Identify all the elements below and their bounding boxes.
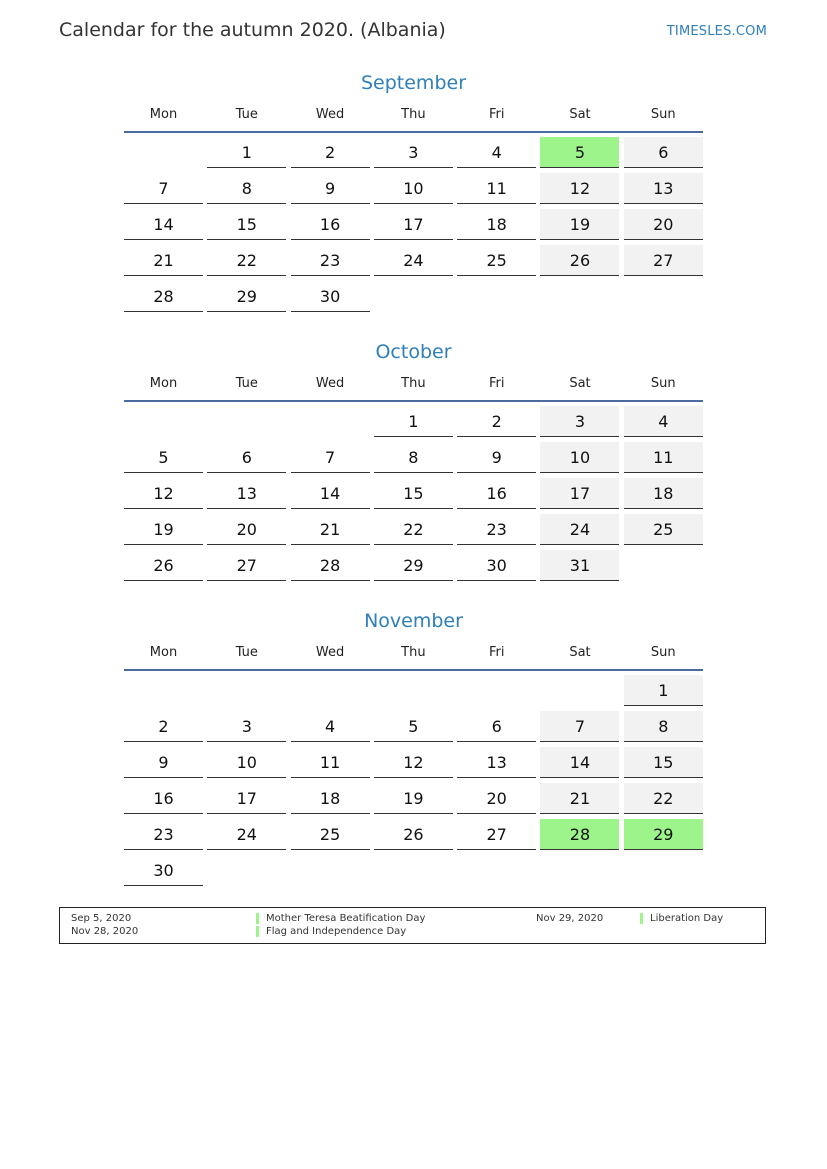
empty-cell [540, 675, 619, 706]
legend-holiday-name: Liberation Day [640, 913, 723, 924]
day-cell: 3 [374, 137, 453, 168]
weekday-label: Fri [488, 375, 505, 391]
day-cell: 29 [374, 550, 453, 581]
day-cell: 18 [624, 478, 703, 509]
day-cell: 19 [374, 783, 453, 814]
holiday-day-cell: 29 [624, 819, 703, 850]
day-cell: 19 [124, 514, 203, 545]
holiday-day-cell: 28 [540, 819, 619, 850]
weekday-label: Wed [315, 106, 345, 122]
day-cell: 9 [124, 747, 203, 778]
day-cell: 17 [207, 783, 286, 814]
header-rule [124, 400, 703, 402]
legend-date: Nov 29, 2020 [536, 913, 604, 924]
weekday-label: Sun [650, 375, 676, 391]
empty-cell [624, 855, 703, 886]
weekday-label: Wed [315, 375, 345, 391]
site-link[interactable]: TIMESLES.COM [666, 24, 767, 39]
day-cell: 22 [374, 514, 453, 545]
header-rule [124, 669, 703, 671]
day-cell: 2 [291, 137, 370, 168]
day-cell: 17 [374, 209, 453, 240]
empty-cell [457, 281, 536, 312]
day-cell: 12 [540, 173, 619, 204]
day-cell: 27 [457, 819, 536, 850]
day-cell: 15 [624, 747, 703, 778]
empty-cell [540, 855, 619, 886]
day-cell: 21 [540, 783, 619, 814]
weekday-header [124, 635, 703, 669]
day-cell: 22 [624, 783, 703, 814]
day-cell: 21 [291, 514, 370, 545]
day-cell: 25 [291, 819, 370, 850]
day-cell: 3 [540, 406, 619, 437]
holiday-legend [59, 907, 766, 944]
day-cell: 13 [457, 747, 536, 778]
month-title: November [364, 610, 463, 632]
day-cell: 24 [374, 245, 453, 276]
day-cell: 2 [124, 711, 203, 742]
day-cell: 4 [457, 137, 536, 168]
month-title: September [360, 72, 467, 94]
day-cell: 10 [207, 747, 286, 778]
day-cell: 27 [207, 550, 286, 581]
day-cell: 9 [457, 442, 536, 473]
day-cell: 14 [291, 478, 370, 509]
day-cell: 7 [540, 711, 619, 742]
empty-cell [124, 675, 203, 706]
day-cell: 26 [374, 819, 453, 850]
day-cell: 3 [207, 711, 286, 742]
day-cell: 20 [207, 514, 286, 545]
day-cell: 8 [374, 442, 453, 473]
day-cell: 30 [291, 281, 370, 312]
day-cell: 1 [624, 675, 703, 706]
day-grid [124, 137, 703, 312]
weekday-label: Fri [488, 644, 505, 660]
day-cell: 8 [207, 173, 286, 204]
day-cell: 8 [624, 711, 703, 742]
weekday-label: Tue [235, 106, 258, 122]
month-title: October [375, 341, 452, 363]
empty-cell [124, 137, 203, 168]
day-cell: 15 [374, 478, 453, 509]
day-cell: 5 [124, 442, 203, 473]
day-cell: 11 [624, 442, 703, 473]
day-cell: 23 [291, 245, 370, 276]
day-cell: 21 [124, 245, 203, 276]
empty-cell [540, 281, 619, 312]
day-cell: 20 [624, 209, 703, 240]
month-november [124, 607, 703, 886]
day-cell: 6 [457, 711, 536, 742]
weekday-label: Wed [315, 644, 345, 660]
weekday-label: Tue [235, 644, 258, 660]
day-cell: 9 [291, 173, 370, 204]
empty-cell [457, 675, 536, 706]
day-cell: 13 [624, 173, 703, 204]
weekday-label: Sun [650, 106, 676, 122]
empty-cell [207, 855, 286, 886]
day-grid [124, 675, 703, 886]
holiday-day-cell: 5 [540, 137, 619, 168]
day-cell: 31 [540, 550, 619, 581]
day-cell: 30 [457, 550, 536, 581]
day-cell: 16 [124, 783, 203, 814]
day-cell: 23 [124, 819, 203, 850]
weekday-label: Sun [650, 644, 676, 660]
empty-cell [374, 855, 453, 886]
empty-cell [374, 281, 453, 312]
day-cell: 24 [207, 819, 286, 850]
day-cell: 10 [374, 173, 453, 204]
day-cell: 19 [540, 209, 619, 240]
month-october [124, 338, 703, 581]
day-cell: 28 [291, 550, 370, 581]
day-cell: 22 [207, 245, 286, 276]
legend-date: Nov 28, 2020 [71, 926, 139, 937]
day-cell: 17 [540, 478, 619, 509]
day-cell: 28 [124, 281, 203, 312]
day-cell: 11 [291, 747, 370, 778]
weekday-label: Fri [488, 106, 505, 122]
day-cell: 11 [457, 173, 536, 204]
empty-cell [207, 675, 286, 706]
day-cell: 26 [124, 550, 203, 581]
day-cell: 10 [540, 442, 619, 473]
page-title: Calendar for the autumn 2020. (Albania) [59, 19, 446, 41]
weekday-label: Mon [149, 375, 178, 391]
legend-holiday-name: Mother Teresa Beatification Day [256, 913, 425, 924]
day-cell: 24 [540, 514, 619, 545]
weekday-label: Sat [569, 106, 591, 122]
day-grid [124, 406, 703, 581]
day-cell: 4 [624, 406, 703, 437]
day-cell: 2 [457, 406, 536, 437]
day-cell: 27 [624, 245, 703, 276]
weekday-label: Mon [149, 644, 178, 660]
day-cell: 18 [457, 209, 536, 240]
day-cell: 25 [457, 245, 536, 276]
day-cell: 4 [291, 711, 370, 742]
day-cell: 6 [207, 442, 286, 473]
empty-cell [624, 550, 703, 581]
day-cell: 16 [457, 478, 536, 509]
legend-date: Sep 5, 2020 [71, 913, 132, 924]
day-cell: 1 [207, 137, 286, 168]
day-cell: 14 [124, 209, 203, 240]
legend-holiday-name: Flag and Independence Day [256, 926, 406, 937]
day-cell: 1 [374, 406, 453, 437]
day-cell: 25 [624, 514, 703, 545]
day-cell: 6 [624, 137, 703, 168]
empty-cell [457, 855, 536, 886]
month-september [124, 69, 703, 312]
day-cell: 12 [374, 747, 453, 778]
day-cell: 5 [374, 711, 453, 742]
weekday-label: Sat [569, 375, 591, 391]
empty-cell [207, 406, 286, 437]
day-cell: 7 [124, 173, 203, 204]
day-cell: 14 [540, 747, 619, 778]
day-cell: 16 [291, 209, 370, 240]
weekday-label: Sat [569, 644, 591, 660]
empty-cell [374, 675, 453, 706]
empty-cell [291, 406, 370, 437]
empty-cell [291, 855, 370, 886]
day-cell: 15 [207, 209, 286, 240]
day-cell: 18 [291, 783, 370, 814]
day-cell: 26 [540, 245, 619, 276]
weekday-label: Thu [401, 644, 426, 660]
day-cell: 7 [291, 442, 370, 473]
day-cell: 13 [207, 478, 286, 509]
day-cell: 20 [457, 783, 536, 814]
header-rule [124, 131, 703, 133]
weekday-label: Tue [235, 375, 258, 391]
day-cell: 30 [124, 855, 203, 886]
weekday-label: Mon [149, 106, 178, 122]
day-cell: 29 [207, 281, 286, 312]
day-cell: 12 [124, 478, 203, 509]
weekday-label: Thu [401, 375, 426, 391]
weekday-header [124, 97, 703, 131]
empty-cell [291, 675, 370, 706]
empty-cell [624, 281, 703, 312]
weekday-label: Thu [401, 106, 426, 122]
weekday-header [124, 366, 703, 400]
day-cell: 23 [457, 514, 536, 545]
empty-cell [124, 406, 203, 437]
